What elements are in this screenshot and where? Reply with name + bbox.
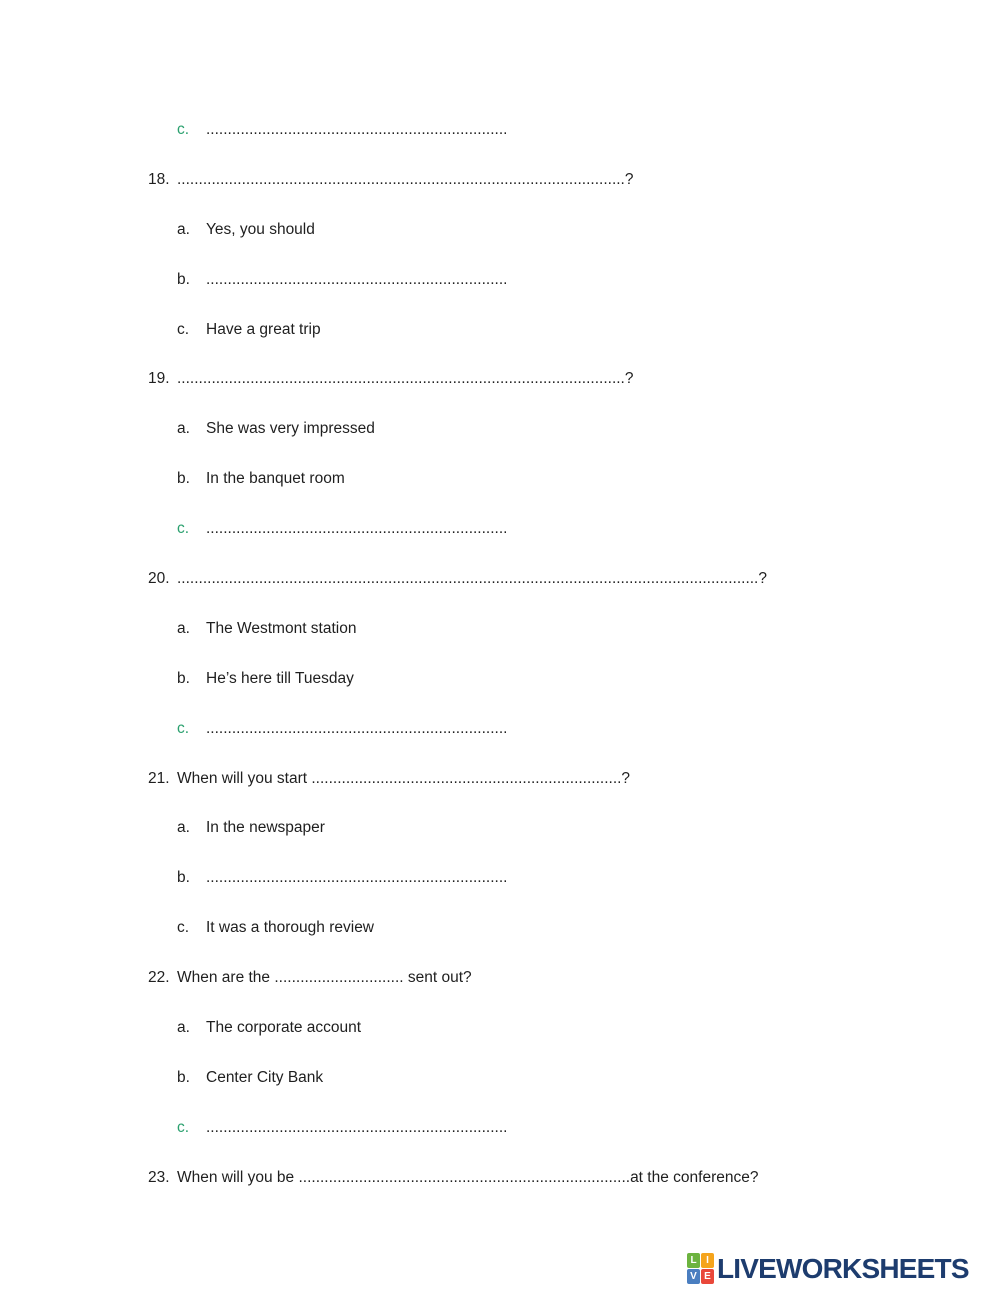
question-number: 22. [148, 969, 170, 987]
question-text: When are the .............................. sent out? [177, 969, 472, 987]
answer-blank: ...................................................................... [206, 270, 508, 288]
option-letter: a. [177, 1019, 190, 1037]
option-19b [148, 467, 990, 517]
option-c [148, 118, 990, 168]
option-text: Center City Bank [206, 1068, 324, 1086]
option-21b [148, 866, 990, 916]
option-21a [148, 816, 990, 866]
question-21 [148, 767, 990, 817]
option-letter: c. [177, 1118, 190, 1136]
option-20a [148, 617, 990, 667]
question-text: When will you start ........................................................................? [177, 769, 631, 787]
question-22 [148, 966, 990, 1016]
option-text: It was a thorough review [206, 919, 375, 937]
worksheet-content [148, 118, 990, 1216]
option-letter: c. [177, 919, 190, 937]
option-text: She was very impressed [206, 420, 375, 438]
option-letter: a. [177, 819, 190, 837]
option-letter: c. [177, 719, 190, 737]
option-letter: a. [177, 220, 190, 238]
question-20 [148, 567, 990, 617]
question-blank: ........................................................................................................? [177, 370, 634, 388]
option-19c [148, 517, 990, 567]
question-number: 23. [148, 1168, 170, 1186]
option-letter: c. [177, 320, 190, 338]
option-22c [148, 1116, 990, 1166]
logo-cell-e: E [701, 1269, 714, 1284]
logo-cell-i: I [701, 1253, 714, 1268]
option-letter: b. [177, 869, 190, 887]
question-number: 20. [148, 570, 170, 588]
question-number: 19. [148, 370, 170, 388]
answer-blank: ...................................................................... [206, 1118, 508, 1136]
option-letter: b. [177, 1068, 190, 1086]
question-23 [148, 1166, 990, 1216]
option-text: In the banquet room [206, 470, 345, 488]
option-text: In the newspaper [206, 819, 325, 837]
option-letter: a. [177, 420, 190, 438]
question-blank: .......................................................................................................................................? [177, 570, 767, 588]
option-18b [148, 268, 990, 318]
answer-blank: ...................................................................... [206, 869, 508, 887]
option-letter: b. [177, 270, 190, 288]
option-letter: b. [177, 669, 190, 687]
question-number: 21. [148, 769, 170, 787]
option-19a [148, 417, 990, 467]
question-18 [148, 168, 990, 218]
option-text: The corporate account [206, 1019, 362, 1037]
option-text: The Westmont station [206, 619, 357, 637]
option-text: He’s here till Tuesday [206, 669, 354, 687]
question-blank: ........................................................................................................? [177, 170, 634, 188]
option-letter: c. [177, 520, 190, 538]
option-letter: c. [177, 121, 190, 138]
answer-blank: ...................................................................... [206, 520, 508, 538]
liveworksheets-grid-icon [687, 1253, 714, 1284]
logo-cell-v: V [687, 1269, 700, 1284]
option-text: Yes, you should [206, 220, 315, 238]
option-letter: a. [177, 619, 190, 637]
answer-blank: ...................................................................... [206, 719, 508, 737]
option-22a [148, 1016, 990, 1066]
question-19 [148, 367, 990, 417]
question-number: 18. [148, 170, 170, 188]
option-22b [148, 1066, 990, 1116]
logo-cell-l: L [687, 1253, 700, 1268]
option-text: Have a great trip [206, 320, 321, 338]
option-18a [148, 218, 990, 268]
option-20b [148, 667, 990, 717]
option-18c [148, 318, 990, 368]
question-text: When will you be .............................................................................at the conference? [177, 1168, 759, 1186]
option-21c [148, 916, 990, 966]
liveworksheets-wordmark: LIVEWORKSHEETS [717, 1252, 969, 1284]
option-20c [148, 717, 990, 767]
liveworksheets-logo[interactable] [687, 1253, 969, 1284]
option-letter: b. [177, 470, 190, 488]
answer-blank: ...................................................................... [206, 121, 508, 138]
